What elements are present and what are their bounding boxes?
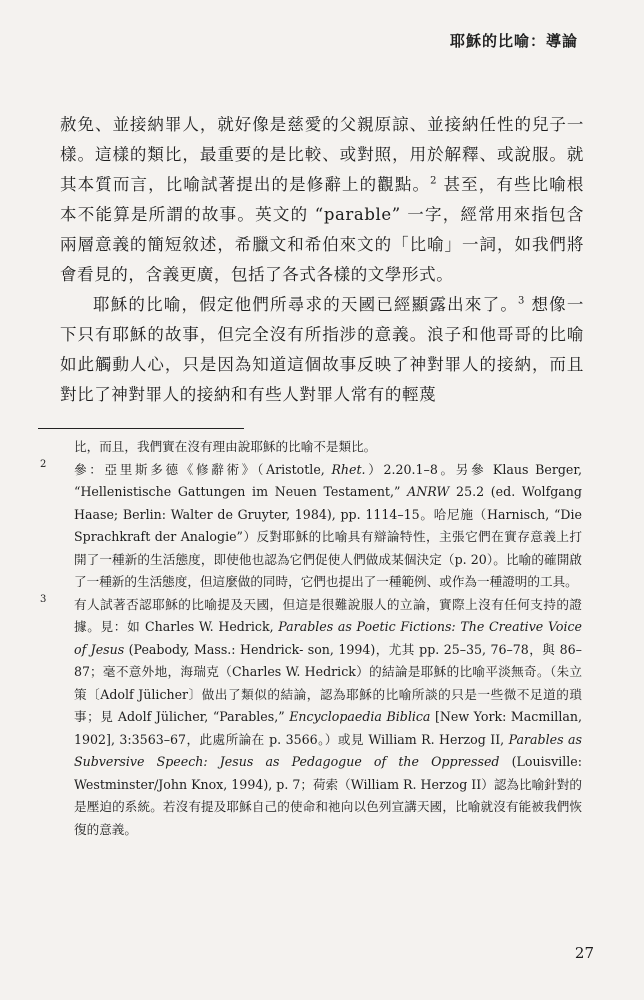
- footnote-italic: Rhet.: [331, 461, 366, 477]
- footnote-3: [40, 594, 582, 842]
- footnote-number: 3: [40, 593, 47, 605]
- footnote-text: ）2.20.1–8。另參 Klaus Berger, “Hellenistische Gattungen im Neuen Testament,”: [74, 461, 582, 499]
- footnote-italic: ANRW: [407, 484, 450, 499]
- footnotes: [40, 436, 582, 841]
- footnote-text: (Peabody, Mass.: Hendrick- son, 1994)，尤其 pp. 25–35, 76–78，與 86–87；毫不意外地，海瑞克（Charles W. Hedrick）的結論是耶穌的比喻平淡無奇。（朱立策〔Adolf Jülicher〕做出了類似的結論，認為耶穌的比喻所談的只是一些微不足道的瑣事；見 Adolf Jülicher, “Parables,”: [74, 641, 582, 724]
- footnote-text: 有人試著否認耶穌的比喻提及天國，但這是很難說服人的立論，實際上沒有任何支持的證據。見：如 Charles W. Hedrick,: [74, 596, 582, 634]
- footnote-text: 比，而且，我們實在沒有理由說耶穌的比喻不是類比。: [74, 439, 377, 454]
- page-number: 27: [574, 944, 594, 962]
- running-head: 耶穌的比喻：導論: [449, 32, 578, 50]
- footnote-ref-3[interactable]: 3: [518, 295, 525, 307]
- footnote-divider: [38, 428, 244, 429]
- main-text: [60, 110, 584, 410]
- paragraph: [60, 110, 584, 290]
- paragraph: [60, 290, 584, 410]
- footnote-text: 25.2 (ed. Wolfgang Haase; Berlin: Walter de Gruyter, 1984), pp. 1114–15。哈尼施（Harnisch, “Die Sprachkraft der Analogie”）反對耶穌的比喻具有辯論特性，主張它們在實存意義上打開了一種新的生活態度，即使他也認為它們促使人們做成某個決定（p. 20）。比喻的確開啟了一種新的生活態度，但這麼做的同時，它們也提出了一種範例、或作為一種證明的工具。: [74, 484, 582, 589]
- text-run: 甚至，有些比喻根本不能算是所謂的故事。英文的 “parable” 一字，經常用來指包含兩層意義的簡短敘述，希臘文和希伯來文的「比喻」一詞，如我們將會看見的，含義更廣，包括了各式各樣的文學形式。: [60, 175, 584, 284]
- footnote-2: [40, 459, 582, 594]
- text-run: 赦免、並接納罪人，就好像是慈愛的父親原諒、並接納任性的兒子一樣。這樣的類比，最重要的是比較、或對照，用於解釋、或說服。就其本質而言，比喻試著提出的是修辭上的觀點。: [60, 115, 584, 194]
- footnote-text: 參：亞里斯多德《修辭術》（Aristotle,: [74, 461, 332, 477]
- footnote-continuation: [40, 436, 582, 459]
- footnote-italic: Encyclopaedia Biblica: [289, 709, 431, 724]
- footnote-italic: Parables as Subversive Speech: Jesus as Pedagogue of the Oppressed: [74, 731, 582, 769]
- footnote-number: 2: [40, 458, 47, 470]
- text-run: 想像一下只有耶穌的故事，但完全沒有所指涉的意義。浪子和他哥哥的比喻如此觸動人心，只是因為知道這個故事反映了神對罪人的接納，而且對比了神對罪人的接納和有些人對罪人常有的輕蔑: [60, 295, 584, 404]
- footnote-ref-2[interactable]: 2: [430, 175, 438, 187]
- text-run: 耶穌的比喻，假定他們所尋求的天國已經顯露出來了。: [93, 295, 519, 314]
- footnote-text: (Louisville: Westminster/John Knox, 1994), p. 7；荷索（William R. Herzog II）認為比喻針對的是壓迫的系統。若沒有提及耶穌自己的使命和祂向以色列宣講天國，比喻就沒有能被我們恢復的意義。: [74, 754, 582, 837]
- footnote-italic: Parables as Poetic Fictions: The Creative Voice of Jesus: [74, 619, 582, 657]
- footnote-text: [New York: Macmillan, 1902], 3:3563–67，此處所論在 p. 3566。）或見 William R. Herzog II,: [74, 709, 582, 747]
